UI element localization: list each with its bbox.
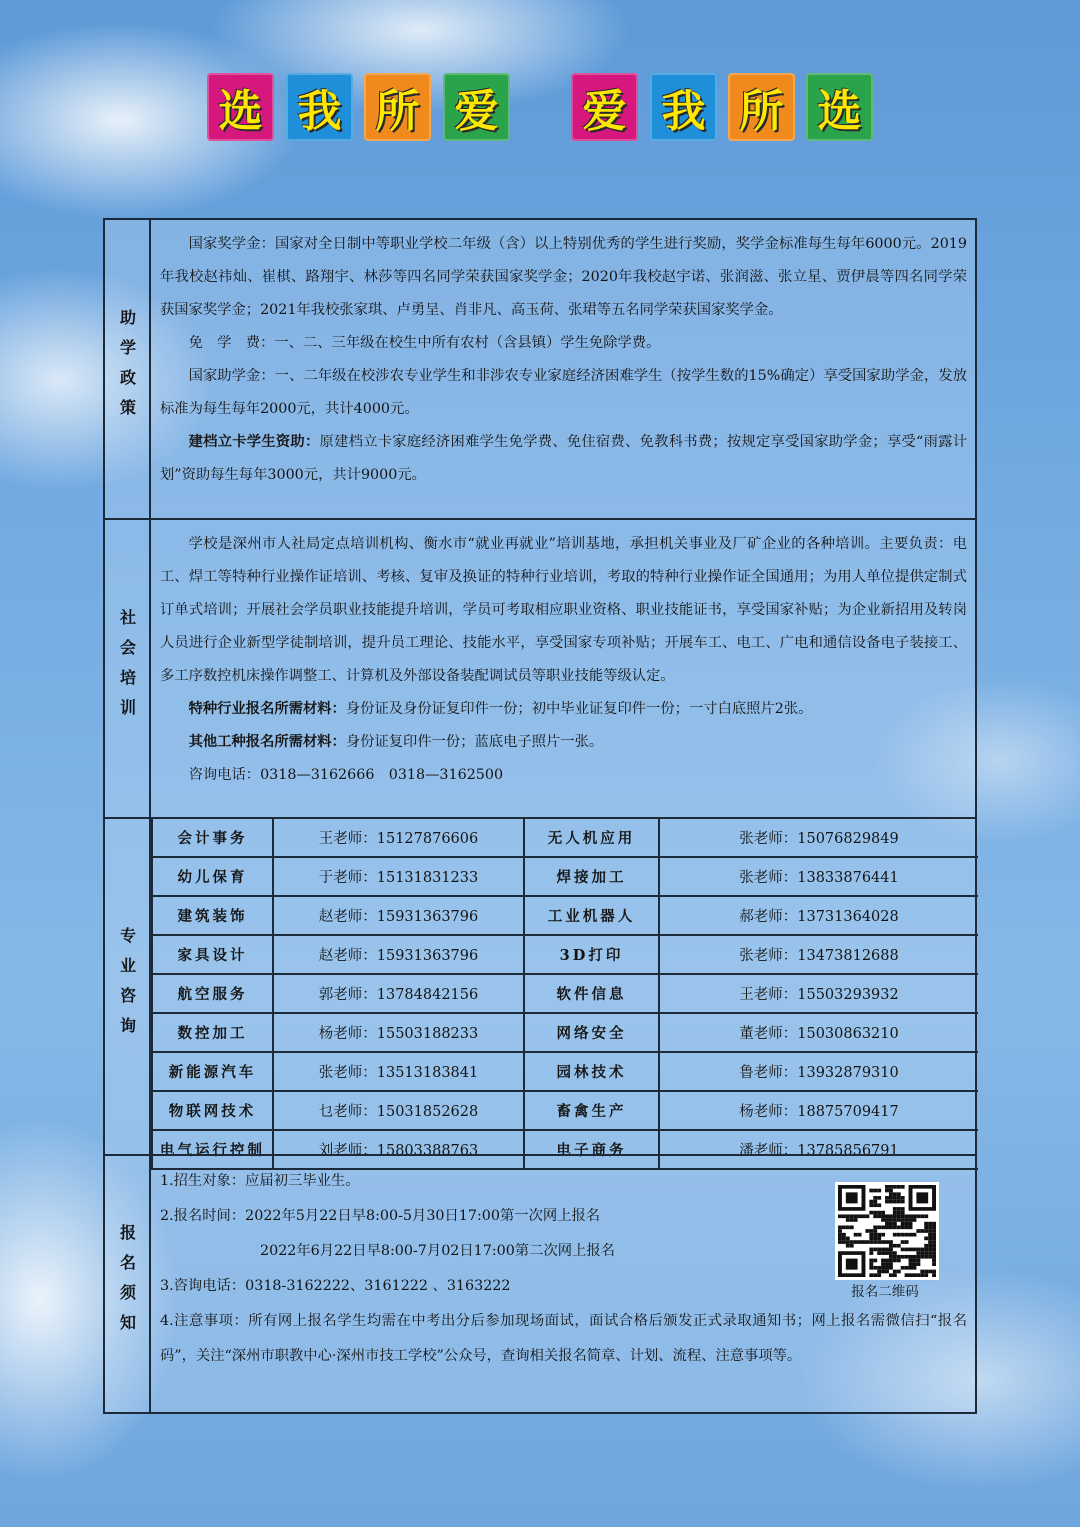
register-target-lead: 1.招生对象： [160,1173,246,1189]
majors-table [151,819,978,1170]
major-contact-cell: 杨老师：15503188233 [273,1013,524,1052]
register-notes-text: 所有网上报名学生均需在中考出分后参加现场面试，面试合格后颁发正式录取通知书；网上报名需微信扫“报名码”，关注“深州市职教中心·深州市技工学校”公众号，查询相关报名简章、计划、流程、注意事项等。 [160,1313,968,1364]
training-other-lead: 其他工种报名所需材料： [188,734,346,750]
major-name-cell: 航空服务 [152,974,273,1013]
aid-poverty-lead: 建档立卡学生资助： [188,434,320,450]
major-name-cell: 3D打印 [524,935,659,974]
training-other-text: 身份证复印件一份；蓝底电子照片一张。 [345,734,604,750]
table-row [152,1052,978,1091]
section-aid [105,220,975,518]
section-register-label [105,1156,151,1412]
banner-tile: 所 [364,73,431,141]
training-special-text: 身份证及身份证复印件一份；初中毕业证复印件一份；一寸白底照片2张。 [345,701,813,717]
major-name-cell: 物联网技术 [152,1091,273,1130]
major-name-cell: 软件信息 [524,974,659,1013]
table-row [152,819,978,857]
table-row [152,896,978,935]
register-phone-lead: 3.咨询电话： [160,1278,246,1294]
major-contact-cell: 潘老师：13785856791 [659,1130,978,1169]
section-majors-label [105,819,151,1154]
section-training-label [105,520,151,817]
major-name-cell: 工业机器人 [524,896,659,935]
section-training-content [160,528,967,792]
major-contact-cell: 赵老师：15931363796 [273,896,524,935]
major-contact-cell: 王老师：15127876606 [273,819,524,857]
banner-tile: 所 [728,73,795,141]
major-name-cell: 网络安全 [524,1013,659,1052]
major-name-cell: 畜禽生产 [524,1091,659,1130]
aid-tuition: 免 学 费：一、二、三年级在校生中所有农村（含县镇）学生免除学费。 [188,335,661,351]
major-contact-cell: 鲁老师：13932879310 [659,1052,978,1091]
section-majors [105,817,975,1159]
aid-grant: 国家助学金：一、二年级在校涉农专业学生和非涉农专业家庭经济困难学生（按学生数的15%确定）享受国家助学金，发放标准为每生每年2000元，共计4000元。 [160,368,967,417]
register-notes-lead: 4.注意事项： [160,1313,249,1329]
major-name-cell: 电气运行控制 [152,1130,273,1169]
training-special-materials [160,693,967,726]
major-name-cell: 幼儿保育 [152,857,273,896]
major-contact-cell: 杨老师：18875709417 [659,1091,978,1130]
training-intro: 学校是深州市人社局定点培训机构、衡水市“就业再就业”培训基地，承担机关事业及厂矿企业的各种培训。主要负责：电工、焊工等特种行业操作证培训、考核、复审及换证的特种行业培训，考取的特种行业操作证全国通用；为用人单位提供定制式订单式培训；开展社会学员职业技能提升培训，学员可考取相应职业资格、职业技能证书，享受国家补贴；为企业新招用及转岗人员进行企业新型学徒制培训，提升员工理论、技能水平，享受国家专项补贴；开展车工、电工、广电和通信设备电子装接工、多工序数控机床操作调整工、计算机及外部设备装配调试员等职业技能等级认定。 [160,536,967,684]
table-row [152,1013,978,1052]
section-register [105,1154,975,1412]
section-title: 社会培训 [117,608,137,729]
major-contact-cell: 王老师：15503293932 [659,974,978,1013]
register-time-second-text: 2022年6月22日早8:00-7月02日17:00第二次网上报名 [260,1243,615,1259]
major-name-cell: 新能源汽车 [152,1052,273,1091]
major-contact-cell: 于老师：15131831233 [273,857,524,896]
register-phone-text: 0318-3162222、3161222 、3163222 [245,1278,511,1294]
table-row [152,935,978,974]
section-register-content [160,1164,967,1374]
section-aid-label [105,220,151,518]
banner-tile: 选 [207,73,274,141]
major-contact-cell: 董老师：15030863210 [659,1013,978,1052]
register-notes [160,1304,967,1374]
major-name-cell: 家具设计 [152,935,273,974]
table-row [152,1091,978,1130]
major-contact-cell: 刘老师：15803388763 [273,1130,524,1169]
register-time-first: 2022年5月22日早8:00-5月30日17:00第一次网上报名 [245,1208,601,1224]
major-contact-cell: 郭老师：13784842156 [273,974,524,1013]
table-row [152,974,978,1013]
register-target-text: 应届初三毕业生。 [245,1173,360,1189]
major-contact-cell: 郝老师：13731364028 [659,896,978,935]
table-row [152,857,978,896]
register-time-lead: 2.报名时间： [160,1208,246,1224]
banner-tile: 我 [650,73,717,141]
qr-code-image[interactable] [835,1182,939,1280]
section-title: 报名须知 [117,1224,137,1344]
major-contact-cell: 张老师：13833876441 [659,857,978,896]
training-special-lead: 特种行业报名所需材料： [188,701,346,717]
major-name-cell: 焊接加工 [524,857,659,896]
qr-code-graphic [838,1185,936,1277]
section-training [105,518,975,817]
aid-poverty-text: 原建档立卡家庭经济困难学生免学费、免住宿费、免教科书费；按规定享受国家助学金；享受“雨露计划”资助每生每年3000元，共计9000元。 [160,434,968,483]
major-contact-cell: 张老师：13473812688 [659,935,978,974]
major-contact-cell: 赵老师：15931363796 [273,935,524,974]
section-title: 专业咨询 [117,926,137,1047]
banner-tile: 选 [806,73,873,141]
major-contact-cell: 乜老师：15031852628 [273,1091,524,1130]
major-name-cell: 数控加工 [152,1013,273,1052]
banner-tile: 爱 [571,73,638,141]
banner-tile: 爱 [443,73,510,141]
major-contact-cell: 张老师：13513183841 [273,1052,524,1091]
major-name-cell: 电子商务 [524,1130,659,1169]
aid-poverty [160,426,967,492]
major-name-cell: 无人机应用 [524,819,659,857]
aid-scholarship: 国家奖学金：国家对全日制中等职业学校二年级（含）以上特别优秀的学生进行奖励，奖学金标准每生每年6000元。2019年我校赵祎灿、崔棋、路翔宇、林莎等四名同学荣获国家奖学金；2020年我校赵宇诺、张润滋、张立星、贾伊晨等四名同学荣获国家奖学金；2021年我校张家琪、卢勇呈、肖非凡、高玉荷、张珺等五名同学荣获国家奖学金。 [160,236,967,318]
major-name-cell: 会计事务 [152,819,273,857]
info-panel [103,218,977,1414]
banner-tile: 我 [286,73,353,141]
training-phone: 咨询电话：0318—3162666 0318—3162500 [188,767,504,783]
major-name-cell: 园林技术 [524,1052,659,1091]
qr-code-caption: 报名二维码 [851,1284,919,1300]
major-name-cell: 建筑装饰 [152,896,273,935]
training-other-materials [160,726,967,759]
major-contact-cell: 张老师：15076829849 [659,819,978,857]
section-aid-content [160,228,967,492]
section-title: 助学政策 [117,309,137,429]
